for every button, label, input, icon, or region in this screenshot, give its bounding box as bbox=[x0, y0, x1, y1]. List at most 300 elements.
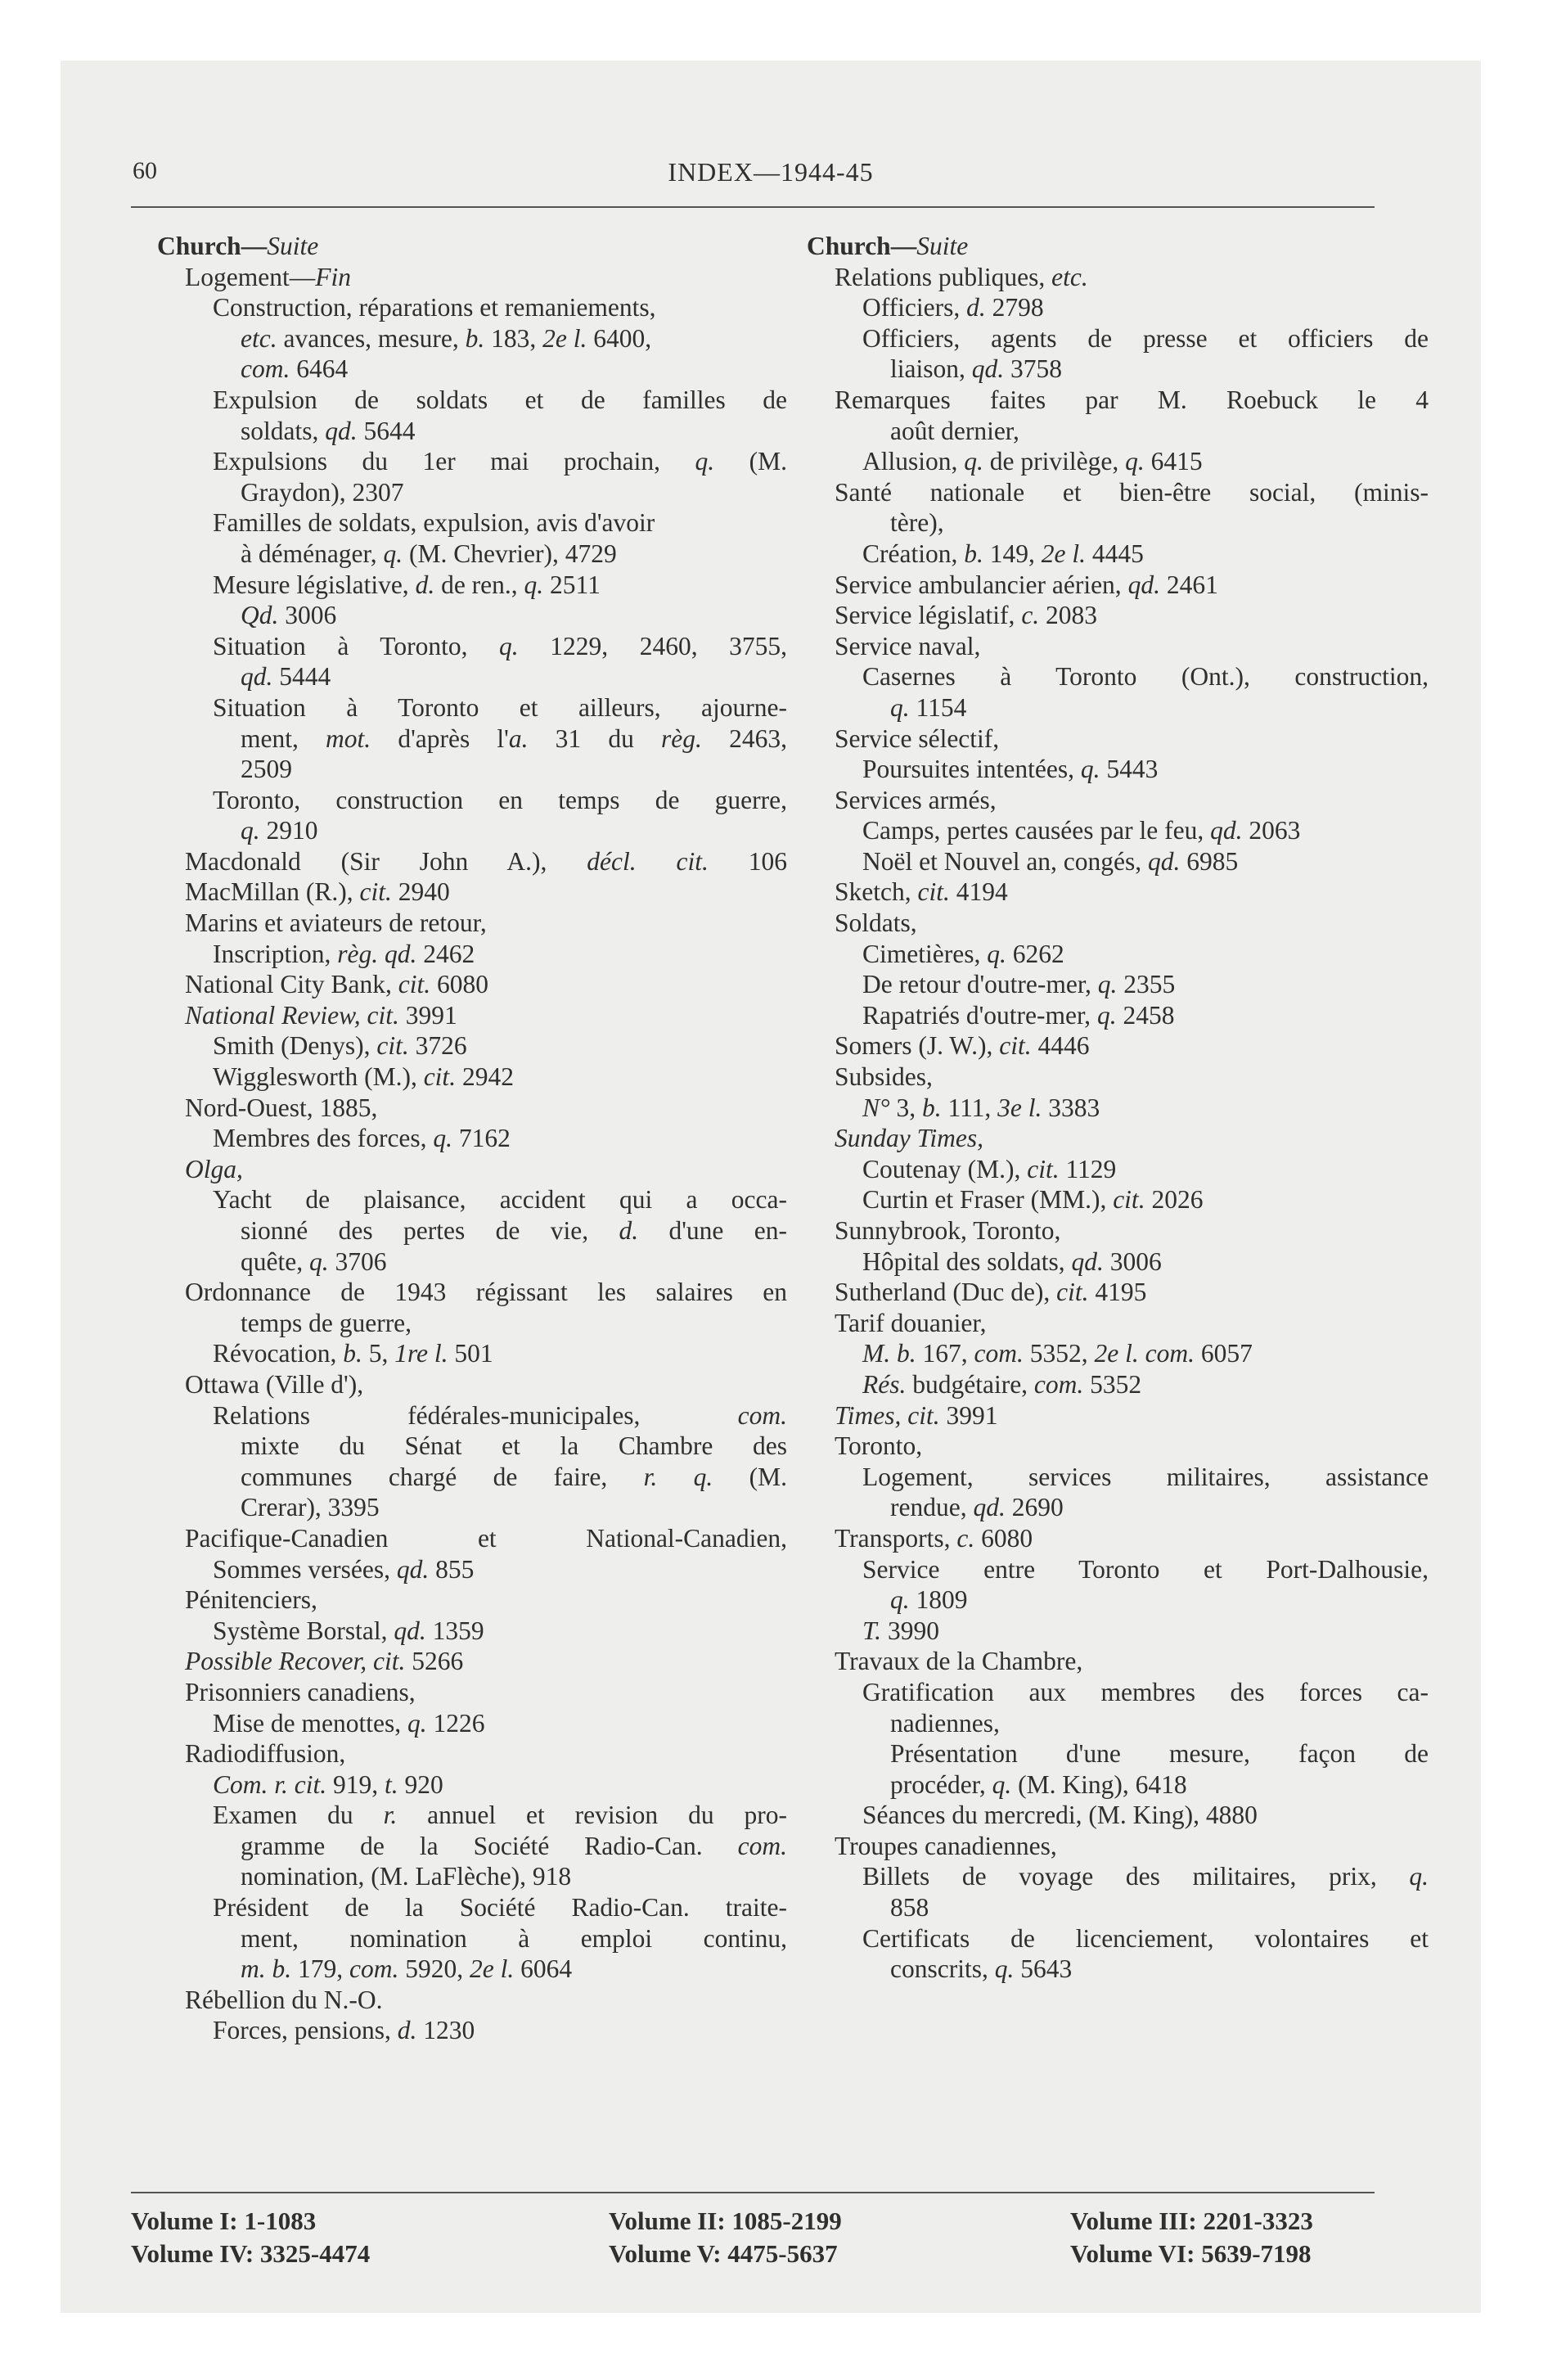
entry-text: cit. bbox=[1027, 1154, 1060, 1183]
entry-text: Services armés, bbox=[835, 785, 997, 814]
entry-text: qd. bbox=[1148, 846, 1181, 876]
page-number: 60 bbox=[133, 157, 157, 184]
entry-text: Rébellion du N.-O. bbox=[185, 1985, 383, 2014]
entry-text: q. bbox=[1125, 447, 1145, 476]
entry-text: Wigglesworth (M.), bbox=[213, 1062, 424, 1092]
entry-text: 3991 bbox=[939, 1400, 998, 1430]
entry-text: Times, cit. bbox=[835, 1400, 940, 1430]
entry-text: National City Bank, bbox=[185, 970, 398, 999]
entry-text: 2511 bbox=[543, 570, 601, 599]
entry-text: Membres des forces, bbox=[213, 1124, 434, 1153]
index-entry bbox=[157, 908, 787, 939]
entry-text: Camps, pertes causées par le feu, bbox=[862, 816, 1211, 845]
entry-text: qd. bbox=[1127, 570, 1160, 599]
entry-text: 2690 bbox=[1005, 1493, 1064, 1522]
volume-range: Volume III: 2201-3323 bbox=[1070, 2206, 1313, 2235]
entry-text: 2063 bbox=[1242, 816, 1301, 845]
entry-text: 5444 bbox=[272, 662, 331, 692]
entry-text: 5643 bbox=[1014, 1954, 1073, 1984]
entry-text: m. b. bbox=[241, 1954, 292, 1984]
entry-text: Com. r. cit. bbox=[213, 1769, 327, 1799]
entry-text: q. bbox=[890, 1585, 910, 1615]
entry-text: Examen du bbox=[213, 1801, 384, 1830]
entry-text: 2463, bbox=[701, 723, 787, 753]
entry-text: 920 bbox=[398, 1769, 443, 1799]
entry-text: d. bbox=[619, 1216, 639, 1245]
index-entry bbox=[807, 754, 1429, 785]
index-entry bbox=[807, 416, 1429, 447]
index-entry bbox=[807, 1062, 1429, 1093]
entry-text: Logement— bbox=[185, 262, 316, 291]
entry-text: soldats, bbox=[241, 416, 326, 445]
index-entry bbox=[807, 262, 1429, 293]
entry-text: Toronto, construction en temps de guerre, bbox=[213, 785, 787, 814]
index-entry bbox=[157, 1954, 787, 1985]
entry-text: 1226 bbox=[426, 1708, 485, 1738]
entry-text: Church— bbox=[157, 232, 268, 260]
entry-text: Graydon), 2307 bbox=[241, 477, 404, 507]
index-entry bbox=[157, 723, 787, 755]
entry-text: 2083 bbox=[1039, 601, 1098, 630]
entry-text: 179, bbox=[291, 1954, 349, 1984]
entry-text: Nord-Ouest, 1885, bbox=[185, 1093, 378, 1122]
entry-text: com. bbox=[241, 354, 290, 384]
entry-text: 111, bbox=[941, 1093, 998, 1122]
entry-text: Billets de voyage des militaires, prix, bbox=[862, 1862, 1410, 1891]
entry-text: q. bbox=[987, 939, 1006, 968]
index-entry bbox=[157, 1831, 787, 1862]
index-entry bbox=[157, 2015, 787, 2046]
index-entry bbox=[157, 1030, 787, 1062]
entry-text: Ordonnance de 1943 régissant les salaires en bbox=[185, 1278, 787, 1307]
entry-text: Soldats, bbox=[835, 908, 917, 938]
entry-text: communes chargé de faire, bbox=[241, 1462, 644, 1491]
entry-text: Ottawa (Ville d'), bbox=[185, 1369, 364, 1399]
index-entry bbox=[807, 1892, 1429, 1923]
entry-text: Suite bbox=[916, 232, 969, 260]
entry-text: Mesure législative, bbox=[213, 570, 416, 599]
entry-text: août dernier, bbox=[890, 416, 1019, 445]
entry-text: 1359 bbox=[425, 1616, 484, 1645]
entry-text: qd. bbox=[971, 354, 1005, 384]
entry-text: 6080 bbox=[430, 970, 488, 999]
entry-text: Relations fédérales-municipales, bbox=[213, 1400, 738, 1430]
entry-text: Sunnybrook, Toronto, bbox=[835, 1216, 1061, 1245]
entry-text: q. bbox=[964, 447, 983, 476]
index-entry bbox=[157, 1154, 787, 1185]
entry-text: q. bbox=[992, 1769, 1012, 1799]
entry-text: Toronto, bbox=[835, 1431, 923, 1461]
entry-text: 2e l. com. bbox=[1094, 1339, 1195, 1368]
entry-text: qd. bbox=[325, 416, 358, 445]
entry-text: Somers (J. W.), bbox=[835, 1031, 1000, 1061]
entry-text: budgétaire, bbox=[906, 1369, 1034, 1399]
index-entry bbox=[157, 1677, 787, 1708]
entry-text: q. bbox=[524, 570, 544, 599]
index-entry bbox=[157, 507, 787, 539]
entry-text: q. bbox=[308, 1246, 329, 1276]
footer-column bbox=[131, 2205, 370, 2270]
entry-text: d'après l' bbox=[371, 723, 509, 753]
index-entry bbox=[807, 1277, 1429, 1308]
index-entry bbox=[157, 292, 787, 323]
entry-text: 2942 bbox=[456, 1062, 514, 1092]
entry-text: b. bbox=[964, 539, 983, 568]
index-entry bbox=[807, 1308, 1429, 1339]
index-entry bbox=[807, 1000, 1429, 1031]
entry-text: à déménager, bbox=[241, 539, 384, 568]
index-entry bbox=[807, 692, 1429, 723]
index-entry bbox=[157, 661, 787, 692]
entry-text: Possible Recover, cit. bbox=[185, 1647, 406, 1676]
index-entry bbox=[157, 1738, 787, 1769]
entry-text: 2e l. bbox=[1041, 539, 1086, 568]
entry-text: ment, nomination à emploi continu, bbox=[241, 1923, 787, 1953]
index-entry bbox=[807, 877, 1429, 908]
index-entry bbox=[807, 969, 1429, 1000]
index-page bbox=[61, 61, 1481, 2313]
entry-text: 183, bbox=[484, 323, 543, 353]
index-entry bbox=[157, 1523, 787, 1554]
entry-text: cit. bbox=[917, 877, 950, 907]
entry-text: Officiers, agents de presse et officiers de bbox=[862, 323, 1429, 353]
entry-text: Pacifique-Canadien et National-Canadien, bbox=[185, 1523, 787, 1553]
entry-text: 3006 bbox=[1103, 1246, 1162, 1276]
index-entry bbox=[157, 785, 787, 816]
entry-text: règ. bbox=[661, 723, 702, 753]
entry-text: 5443 bbox=[1100, 755, 1159, 784]
index-entry bbox=[157, 1985, 787, 2016]
entry-text: q. bbox=[383, 539, 403, 568]
entry-text: mixte du Sénat et la Chambre des bbox=[241, 1431, 787, 1461]
entry-text: nomination, (M. LaFlèche), 918 bbox=[241, 1862, 572, 1891]
index-entry bbox=[807, 723, 1429, 755]
index-entry bbox=[157, 754, 787, 785]
index-entry bbox=[157, 1800, 787, 1831]
entry-text: T. bbox=[862, 1616, 882, 1645]
index-entry bbox=[157, 446, 787, 477]
entry-text: b. bbox=[921, 1093, 942, 1122]
entry-text: Relations publiques, bbox=[835, 262, 1052, 291]
entry-text: de privilège, bbox=[983, 447, 1126, 476]
index-entry bbox=[807, 1523, 1429, 1554]
index-entry bbox=[157, 969, 787, 1000]
index-entry bbox=[157, 1308, 787, 1339]
entry-text: Sketch, bbox=[835, 877, 918, 907]
index-entry bbox=[157, 477, 787, 508]
entry-text: q. bbox=[1409, 1862, 1429, 1891]
index-entry bbox=[157, 631, 787, 662]
entry-text: Service sélectif, bbox=[835, 723, 1000, 753]
entry-text: d. bbox=[397, 2016, 417, 2045]
entry-text: 2026 bbox=[1145, 1185, 1204, 1215]
entry-text: Allusion, bbox=[862, 447, 965, 476]
volume-range: Volume IV: 3325-4474 bbox=[131, 2239, 371, 2268]
entry-text: Santé nationale et bien-être social, (minis- bbox=[835, 477, 1429, 507]
index-entry bbox=[807, 1431, 1429, 1462]
entry-text: c. bbox=[1021, 601, 1040, 630]
index-entry bbox=[157, 939, 787, 970]
index-entry bbox=[807, 1646, 1429, 1677]
entry-text: Président de la Société Radio-Can. traite- bbox=[213, 1893, 787, 1922]
index-entry bbox=[157, 323, 787, 354]
index-entry bbox=[807, 1677, 1429, 1708]
entry-text: q. bbox=[890, 692, 910, 722]
entry-text: Marins et aviateurs de retour, bbox=[185, 908, 487, 938]
entry-text: 1re l. bbox=[394, 1339, 448, 1368]
volume-range: Volume V: 4475-5637 bbox=[609, 2239, 838, 2268]
index-entry bbox=[807, 477, 1429, 508]
entry-text: sionné des pertes de vie, bbox=[241, 1216, 619, 1245]
entry-text: qd. bbox=[241, 662, 273, 692]
entry-text: 3706 bbox=[328, 1246, 387, 1276]
index-entry bbox=[157, 846, 787, 877]
entry-text: 2940 bbox=[391, 877, 450, 907]
entry-text: cit. bbox=[1113, 1185, 1145, 1215]
entry-text: r. q. bbox=[643, 1462, 713, 1491]
entry-text: Révocation, bbox=[213, 1339, 344, 1368]
entry-text: 1229, 2460, 3755, bbox=[518, 631, 788, 660]
entry-text: 2462 bbox=[416, 939, 475, 968]
entry-text: Présentation d'une mesure, façon de bbox=[890, 1739, 1429, 1769]
entry-text: nadiennes, bbox=[890, 1708, 1000, 1738]
index-entry bbox=[807, 785, 1429, 816]
entry-text: cit. bbox=[376, 1031, 409, 1061]
entry-text: Création, bbox=[862, 539, 965, 568]
entry-text: 4195 bbox=[1088, 1278, 1147, 1307]
index-entry bbox=[807, 1492, 1429, 1523]
entry-text: Curtin et Fraser (MM.), bbox=[862, 1185, 1114, 1215]
index-entry bbox=[157, 385, 787, 416]
index-entry bbox=[807, 815, 1429, 846]
index-entry bbox=[157, 1062, 787, 1093]
index-entry bbox=[807, 631, 1429, 662]
entry-text: 4445 bbox=[1085, 539, 1144, 568]
entry-text: Inscription, bbox=[213, 939, 338, 968]
entry-text: Hôpital des soldats, bbox=[862, 1246, 1072, 1276]
index-entry bbox=[157, 1462, 787, 1493]
entry-text: M. b. bbox=[862, 1339, 916, 1368]
entry-text: Service naval, bbox=[835, 631, 981, 660]
index-entry bbox=[157, 1769, 787, 1801]
entry-text: com. bbox=[974, 1339, 1024, 1368]
entry-text: 3991 bbox=[398, 1000, 457, 1030]
index-entry bbox=[807, 507, 1429, 539]
index-entry bbox=[157, 262, 787, 293]
header-rule bbox=[131, 206, 1375, 208]
entry-text: Situation à Toronto et ailleurs, ajourne- bbox=[213, 692, 787, 722]
entry-text: 5266 bbox=[405, 1647, 464, 1676]
entry-text: qd. bbox=[1210, 816, 1243, 845]
entry-text: Coutenay (M.), bbox=[862, 1154, 1028, 1183]
entry-text: 2509 bbox=[241, 755, 292, 784]
footer-column bbox=[609, 2205, 842, 2270]
volume-ranges-footer bbox=[131, 2205, 1375, 2279]
index-entry bbox=[157, 1277, 787, 1308]
entry-text: q. bbox=[499, 631, 519, 660]
entry-text: d. bbox=[415, 570, 435, 599]
entry-text: Rapatriés d'outre-mer, bbox=[862, 1000, 1097, 1030]
volume-range: Volume I: 1-1083 bbox=[131, 2206, 317, 2235]
entry-text: 2e l. bbox=[542, 323, 587, 353]
entry-text: Mise de menottes, bbox=[213, 1708, 407, 1738]
index-entry bbox=[807, 1338, 1429, 1369]
index-entry bbox=[807, 539, 1429, 570]
entry-text: Officiers, bbox=[862, 293, 967, 322]
entry-text: 6064 bbox=[514, 1954, 573, 1984]
entry-text: gramme de la Société Radio-Can. bbox=[241, 1831, 738, 1860]
entry-text: annuel et revision du pro- bbox=[397, 1801, 787, 1830]
entry-text: Forces, pensions, bbox=[213, 2016, 398, 2045]
entry-text: 3006 bbox=[278, 601, 337, 630]
index-entry bbox=[807, 1246, 1429, 1278]
entry-text: a. bbox=[508, 723, 529, 753]
entry-text: 1809 bbox=[909, 1585, 968, 1615]
index-entry bbox=[157, 1338, 787, 1369]
entry-text: 3e l. bbox=[997, 1093, 1042, 1122]
entry-text: Church— bbox=[807, 232, 917, 260]
entry-text: 3383 bbox=[1042, 1093, 1100, 1122]
entry-text: Poursuites intentées, bbox=[862, 755, 1081, 784]
entry-text: q. bbox=[433, 1124, 453, 1153]
index-entry bbox=[807, 446, 1429, 477]
entry-text: q. bbox=[1097, 970, 1118, 999]
entry-text: 1230 bbox=[416, 2016, 475, 2045]
entry-text: 106 bbox=[708, 846, 787, 876]
index-entry bbox=[807, 846, 1429, 877]
index-entry bbox=[807, 1584, 1429, 1616]
index-entry bbox=[157, 1554, 787, 1585]
entry-text: 6262 bbox=[1006, 939, 1064, 968]
index-entry bbox=[807, 1554, 1429, 1585]
index-column-left bbox=[157, 231, 787, 2046]
index-entry bbox=[157, 1246, 787, 1278]
index-entry bbox=[157, 815, 787, 846]
index-entry bbox=[157, 1093, 787, 1124]
entry-text: etc. bbox=[241, 323, 277, 353]
index-entry bbox=[807, 1800, 1429, 1831]
entry-text: Radiodiffusion, bbox=[185, 1739, 346, 1769]
entry-text: Gratification aux membres des forces ca- bbox=[862, 1677, 1429, 1706]
index-entry bbox=[157, 416, 787, 447]
entry-text: N° bbox=[862, 1093, 890, 1122]
entry-text: 6400, bbox=[587, 323, 652, 353]
index-entry bbox=[807, 570, 1429, 601]
entry-text: Logement, services militaires, assistance bbox=[862, 1462, 1429, 1491]
entry-text: Crerar), 3395 bbox=[241, 1493, 380, 1522]
entry-text: Service entre Toronto et Port-Dalhousie, bbox=[862, 1554, 1429, 1584]
footer-rule bbox=[131, 2192, 1375, 2193]
entry-text: 3758 bbox=[1004, 354, 1062, 384]
footer-column bbox=[1070, 2205, 1313, 2270]
entry-text: Tarif douanier, bbox=[835, 1308, 987, 1337]
index-entry bbox=[807, 1215, 1429, 1246]
entry-text: Système Borstal, bbox=[213, 1616, 394, 1645]
entry-text: 2461 bbox=[1159, 570, 1218, 599]
index-entry bbox=[807, 1708, 1429, 1739]
index-entry bbox=[807, 1769, 1429, 1801]
entry-text: De retour d'outre-mer, bbox=[862, 970, 1098, 999]
entry-text: com. bbox=[737, 1831, 787, 1860]
index-entry bbox=[807, 1616, 1429, 1647]
entry-text: (M. bbox=[713, 1462, 787, 1491]
entry-text: Subsides, bbox=[835, 1062, 933, 1092]
index-entry bbox=[807, 661, 1429, 692]
entry-text: Expulsion de soldats et de familles de bbox=[213, 385, 787, 414]
entry-text: Familles de soldats, expulsion, avis d'avoir bbox=[213, 508, 655, 538]
entry-text: 3, bbox=[889, 1093, 922, 1122]
entry-text: 6464 bbox=[290, 354, 349, 384]
entry-text: 4194 bbox=[949, 877, 1008, 907]
index-entry bbox=[157, 692, 787, 723]
index-entry bbox=[157, 354, 787, 385]
entry-text: Suite bbox=[267, 232, 319, 260]
entry-text: com. bbox=[1033, 1369, 1084, 1399]
entry-text: Sutherland (Duc de), bbox=[835, 1278, 1057, 1307]
entry-text: 4446 bbox=[1031, 1031, 1090, 1061]
index-entry bbox=[157, 1646, 787, 1677]
index-heading bbox=[157, 231, 787, 262]
volume-range: Volume VI: 5639-7198 bbox=[1070, 2239, 1312, 2268]
entry-text: Service législatif, bbox=[835, 601, 1022, 630]
entry-text: Fin bbox=[315, 262, 351, 291]
entry-text: d. bbox=[966, 293, 986, 322]
entry-text: mot. bbox=[326, 723, 371, 753]
entry-text: tère), bbox=[890, 508, 944, 538]
entry-text: Sommes versées, bbox=[213, 1554, 397, 1584]
index-entry bbox=[807, 292, 1429, 323]
entry-text: cit. bbox=[398, 970, 431, 999]
entry-text: 2e l. bbox=[469, 1954, 515, 1984]
index-entry bbox=[807, 1123, 1429, 1154]
entry-text: qd. bbox=[1071, 1246, 1104, 1276]
entry-text: etc. bbox=[1051, 262, 1088, 291]
entry-text: (M. bbox=[714, 447, 788, 476]
entry-text: Sunday Times, bbox=[835, 1124, 984, 1153]
entry-text: Cimetières, bbox=[862, 939, 988, 968]
index-entry bbox=[157, 1492, 787, 1523]
entry-text: q. bbox=[1096, 1000, 1117, 1030]
entry-text: rendue, bbox=[890, 1493, 974, 1522]
entry-text: q. bbox=[407, 1708, 427, 1738]
entry-text: b. bbox=[343, 1339, 362, 1368]
entry-text: 31 du bbox=[528, 723, 662, 753]
entry-text: conscrits, bbox=[890, 1954, 995, 1984]
entry-text: liaison, bbox=[890, 354, 972, 384]
entry-text: Qd. bbox=[241, 601, 279, 630]
entry-text: cit. bbox=[423, 1062, 457, 1092]
index-entry bbox=[807, 1184, 1429, 1215]
entry-text: Prisonniers canadiens, bbox=[185, 1677, 416, 1706]
index-entry bbox=[157, 877, 787, 908]
index-entry bbox=[157, 539, 787, 570]
entry-text: Rés. bbox=[862, 1369, 907, 1399]
entry-text: 6415 bbox=[1144, 447, 1203, 476]
entry-text: Certificats de licenciement, volontaires et bbox=[862, 1923, 1429, 1953]
entry-text: décl. cit. bbox=[587, 846, 709, 876]
index-entry bbox=[807, 1093, 1429, 1124]
entry-text: Troupes canadiennes, bbox=[835, 1831, 1057, 1860]
entry-text: q. bbox=[1080, 755, 1100, 784]
entry-text: ment, bbox=[241, 723, 326, 753]
entry-text: 2355 bbox=[1117, 970, 1176, 999]
index-entry bbox=[157, 1184, 787, 1215]
index-entry bbox=[807, 1861, 1429, 1892]
index-entry bbox=[807, 1923, 1429, 1954]
entry-text: Macdonald (Sir John A.), bbox=[185, 846, 587, 876]
entry-text: temps de guerre, bbox=[241, 1308, 412, 1337]
entry-text: 1129 bbox=[1059, 1154, 1117, 1183]
